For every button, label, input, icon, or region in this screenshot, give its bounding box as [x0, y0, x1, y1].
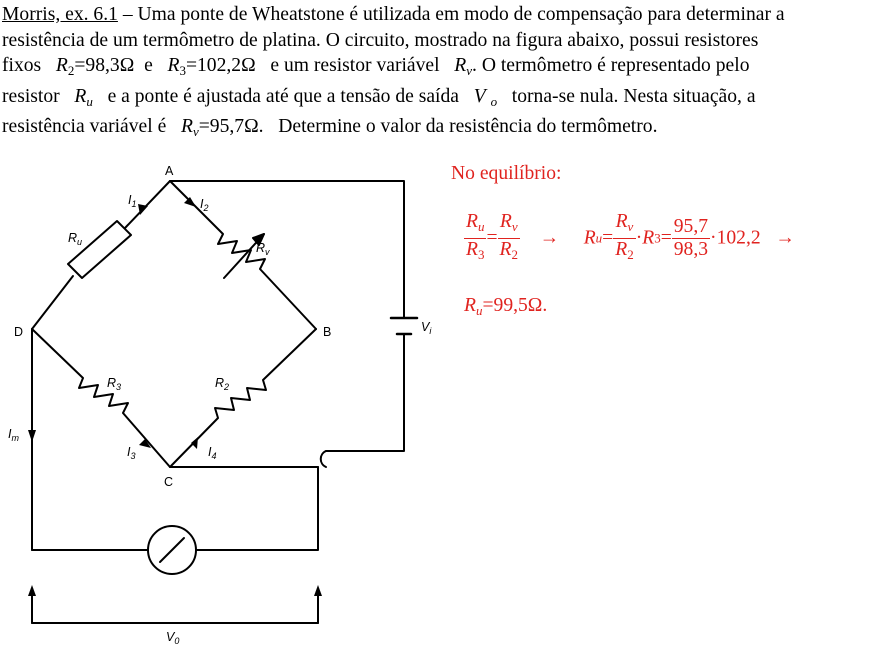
v0-arrowhead-left — [28, 585, 36, 596]
wire-meter-right — [196, 467, 318, 550]
result: $R_u=99,5\Omega$. — [464, 295, 548, 318]
i4-arrowhead — [191, 437, 198, 449]
wire-battery-c — [326, 334, 404, 451]
i1-label: $I_1$ — [128, 193, 137, 209]
problem-line-1: Morris, ex. 6.1 – Uma ponte de Wheatstone é utilizada em modo de compensação para determinar a — [2, 4, 785, 25]
resistor-r2 — [170, 329, 316, 467]
node-c-label: C — [164, 475, 174, 489]
i2-label: $I_2$ — [200, 197, 209, 213]
reference: Morris, ex. 6.1 — [2, 4, 118, 25]
question: Determine o valor da resistência do termômetro. — [278, 116, 658, 137]
r2-label: $R_2$ — [215, 376, 230, 392]
v0-label: $V_0$ — [166, 630, 180, 646]
resistor-ru — [68, 221, 131, 278]
rv-label: $R_v$ — [256, 241, 270, 257]
solution-title: No equilíbrio: — [451, 163, 562, 184]
i4-label: $I_4$ — [208, 445, 217, 461]
node-b-label: B — [323, 325, 332, 339]
problem-line-3: fixos $R_2=98,3\Omega$ e $R_3=102,2\Omega$ e um resistor variável $R_v$. O termômetro é representado pelo — [2, 55, 750, 78]
balance-equation: $\frac{R_u}{R_3}$ = $\frac{R_v}{R_2}$ → Ru= $\frac{R_v}{R_2}$ ·R3= $\frac{95,7}{98,3}$ ·102,2 → — [466, 211, 795, 262]
vi-label: $V_i$ — [421, 320, 432, 336]
problem-line-2: resistência de um termômetro de platina. O circuito, mostrado na figura abaixo, possui resistores — [2, 29, 759, 51]
node-d-label: D — [14, 325, 24, 339]
im-arrowhead — [28, 430, 36, 442]
i3-label: $I_3$ — [127, 445, 136, 461]
i2-arrowhead — [184, 197, 196, 207]
problem-line-4: resistor $R_u$ e a ponte é ajustada até que a tensão de saída V $_o$ torna-se nula. Nesta situação, a — [2, 85, 756, 109]
problem-line-5: resistência variável é $R_v=95,7\Omega$. Determine o valor da resistência do termômetro. — [2, 116, 658, 139]
r3-label: $R_3$ — [107, 376, 122, 392]
node-a-label: A — [165, 164, 174, 178]
ru-label: $R_u$ — [68, 231, 83, 247]
v0-arrowhead-right — [314, 585, 322, 596]
wire-crossover — [321, 451, 326, 467]
problem-statement — [2, 2, 880, 145]
wheatstone-bridge-diagram — [0, 158, 440, 649]
wire-d-ru — [32, 276, 73, 329]
im-label: $I_m$ — [8, 427, 19, 443]
